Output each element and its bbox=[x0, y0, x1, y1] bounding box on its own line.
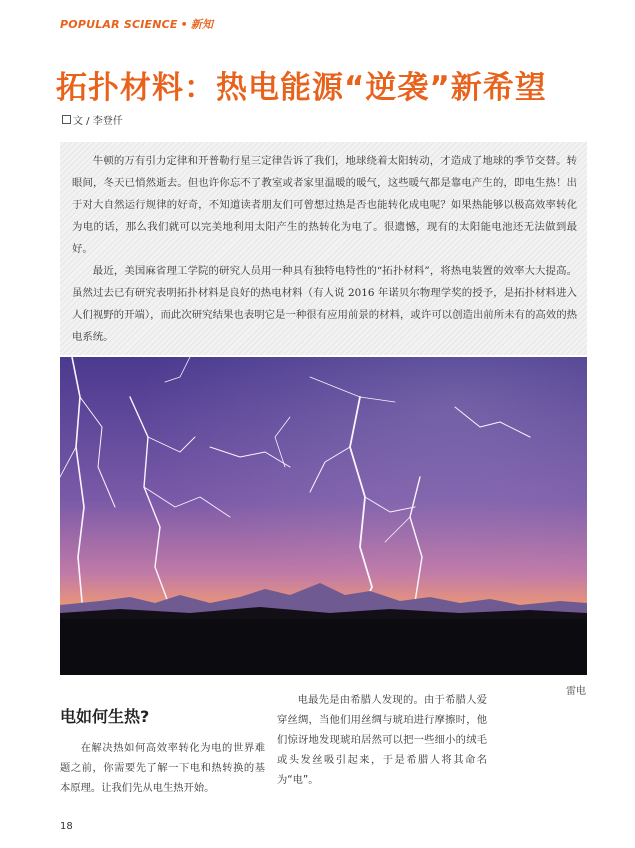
body-column-right bbox=[277, 690, 487, 790]
lightning-photo bbox=[60, 357, 587, 675]
body-column-left bbox=[60, 738, 265, 798]
body-paragraph-left: 在解决热如何高效率转化为电的世界难题之前，你需要先了解一下电和热转换的基本原理。让我们先从电生热开始。 bbox=[60, 742, 265, 794]
brand-name: POPULAR SCIENCE bbox=[60, 18, 178, 31]
intro-box bbox=[60, 142, 587, 355]
byline-text: 文 / 李登仟 bbox=[73, 116, 123, 127]
section-name: 新知 bbox=[190, 18, 214, 31]
article-title: 拓扑材料：热电能源“逆袭”新希望 bbox=[56, 70, 547, 106]
section-heading: 电如何生热? bbox=[60, 707, 150, 726]
intro-paragraph-2: 最近，美国麻省理工学院的研究人员用一种具有独特电特性的“拓扑材料”，将热电装置的效率大大提高。虽然过去已有研究表明拓扑材料是良好的热电材料（有人说 2016 年诺贝尔物理学奖的授予，是拓扑材料进入人们视野的开端），而此次研究结果也表明它是一种很有应用前景的材料，或许可以创造出前所未有的高效的热电系统。 bbox=[72, 265, 577, 343]
byline bbox=[62, 112, 123, 127]
lightning-image bbox=[60, 357, 587, 675]
intro-paragraph-1: 牛顿的万有引力定律和开普勒行星三定律告诉了我们，地球绕着太阳转动，才造成了地球的季节交替。转眼间，冬天已悄然逝去。但也许你忘不了教室或者家里温暖的暖气，这些暖气都是靠电产生的，即电生热！出于对大自然运行规律的好奇，不知道读者朋友们可曾想过热是否也能转化成电呢？如果热能够以极高效率转化为电的话，那么我们就可以完美地利用太阳产生的热转化为电了。很遗憾，现有的太阳能电池还无法做到最好。 bbox=[72, 155, 577, 255]
body-paragraph-right: 电最先是由希腊人发现的。由于希腊人爱穿丝绸，当他们用丝绸与琥珀进行摩擦时，他们惊讶地发现琥珀居然可以把一些细小的绒毛或头发丝吸引起来，于是希腊人将其命名为“电”。 bbox=[277, 694, 487, 786]
magazine-header bbox=[60, 16, 213, 32]
header-bullet: • bbox=[180, 18, 188, 31]
page-number: 18 bbox=[60, 821, 73, 832]
photo-caption: 雷电 bbox=[566, 686, 586, 697]
byline-box-icon bbox=[62, 115, 71, 124]
